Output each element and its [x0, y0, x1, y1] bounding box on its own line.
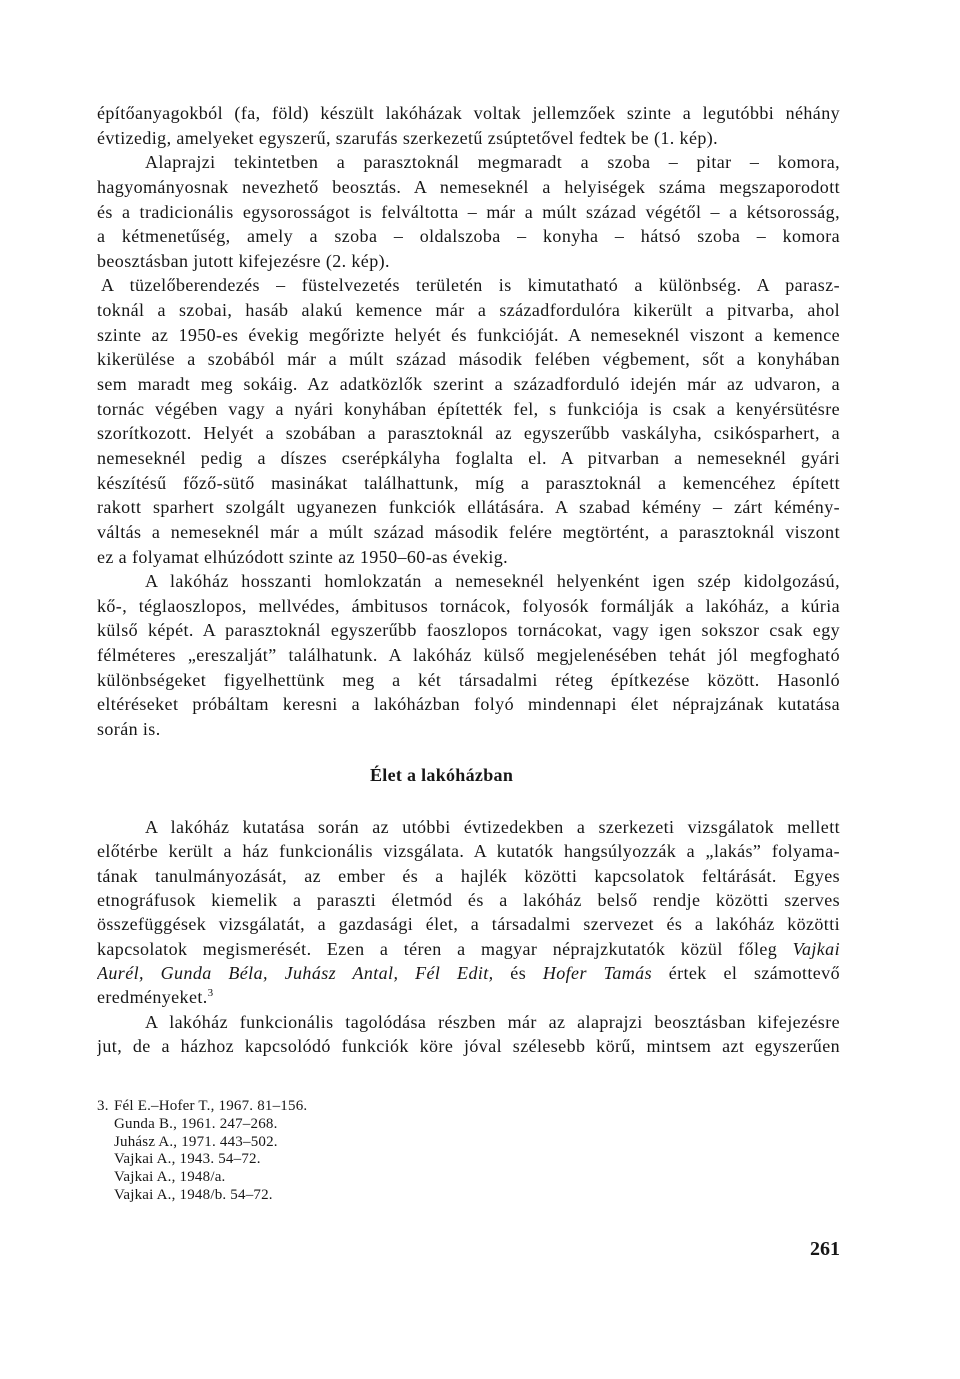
text-line: Alaprajzi tekintetben a parasztoknál megmaradt a szoba – pitar – komora,	[145, 152, 840, 173]
text-line: összefüggések vizsgálatát, a gazdasági élet, a társadalmi szervezet és a lakóház közötti	[97, 914, 840, 935]
text-segment: értek el számottevő	[651, 963, 840, 984]
page-number: 261	[810, 1238, 840, 1260]
text-line: szorítkozott. Helyét a szobában a parasztoknál az egyszerűbb vaskályha, csikósparhert, a	[97, 423, 840, 444]
author-name-italic: Hofer Tamás	[542, 963, 652, 984]
text-line: tornác végében vagy a nyári konyhában építették fel, s funkciója is csak a kenyérsütésre	[97, 398, 840, 419]
text-line: nemeseknél pedig a díszes cserépkályha foglalta el. A pitvarban a nemeseknél gyári	[97, 447, 840, 468]
footnote-entry: Gunda B., 1961. 247–268.	[114, 1115, 278, 1132]
author-name-italic: Vajkai	[792, 938, 840, 959]
text-line: hagyományosnak nevezhető beosztás. A nemeseknél a helyiségek száma megszaporodott	[97, 176, 840, 197]
text-line: etnográfusok kiemelik a paraszti életmód és a lakóház belső rendje közötti szerves	[97, 890, 840, 911]
text-line: beosztásban jutott kifejezésre (2. kép).	[97, 250, 390, 271]
text-line: ez a folyamat elhúzódott szinte az 1950–60-as évekig.	[97, 546, 509, 567]
text-line	[97, 961, 840, 985]
text-line: előtérbe került a ház funkcionális vizsgálata. A kutatók hangsúlyozzák a „lakás” folyama-	[97, 841, 840, 862]
footnote-list	[114, 1098, 307, 1205]
text-segment: kapcsolatok megismerését. Ezen a téren a magyar néprajzkutatók közül főleg	[97, 938, 793, 959]
text-line: szinte az 1950-es évekig megőrizte helyét és funkcióját. A nemeseknél viszont a kemence	[97, 324, 840, 345]
text-line: A lakóház hosszanti homlokzatán a nemeseknél helyenként igen szép kidolgozású,	[145, 571, 840, 592]
text-line: évtizedig, amelyeket egyszerű, szarufás szerkezetű zsúptetővel fedtek be (1. kép).	[97, 127, 719, 148]
text-line: rakott sparhert szolgált ugyanezen funkciók ellátására. A szabad kémény – zárt kémény-	[97, 497, 840, 518]
text-line: jut, de a házhoz kapcsolódó funkciók köre jóval szélesebb körű, mintsem azt egyszerűen	[97, 1036, 840, 1057]
text-line: váltás a nemeseknél már a múlt század második felére megtörtént, a parasztoknál viszont	[97, 521, 840, 542]
text-line: során is.	[97, 719, 161, 740]
text-segment: eredményeket.	[97, 987, 208, 1008]
text-line: A lakóház funkcionális tagolódása részben már az alaprajzi beosztásban kifejezésre	[145, 1011, 840, 1032]
text-line: kő-, téglaoszlopos, mellvédes, ámbitusos tornácok, folyosók formálják a lakóház, a kúria	[97, 595, 840, 616]
text-line: félméteres „ereszalját” találhatunk. A lakóház külső megjelenésében tehát jól megfogható	[97, 645, 840, 666]
text-line: toknál a szobai, hasáb alakú kemence már a századfordulóra kikerült a pitvarba, ahol	[97, 300, 840, 321]
section-text	[97, 815, 840, 1058]
footnote-entry: Juhász A., 1971. 443–502.	[114, 1133, 278, 1150]
footnote-number: 3.	[97, 1098, 109, 1114]
section-heading: Élet a lakóházban	[370, 765, 514, 785]
text-line: és a tradicionális egysorosságot is felváltotta – már a múlt század végétől – a kétsorosság,	[97, 201, 840, 222]
footnote-entry: Fél E.–Hofer T., 1967. 81–156.	[114, 1098, 308, 1114]
text-line: kikerülése a szobából már a múlt század második felében végbement, sőt a konyhában	[97, 349, 840, 370]
footnote-entry: Vajkai A., 1943. 54–72.	[114, 1151, 261, 1168]
text-line: a kétmenetűség, amely a szoba – oldalszoba – konyha – hátsó szoba – komora	[97, 226, 840, 247]
author-names-italic: Aurél, Gunda Béla, Juhász Antal, Fél Edit,	[97, 963, 494, 984]
text-line: sem maradt meg sokáig. Az adatközlők szerint a századforduló idején már az udvaron, a	[97, 374, 840, 395]
text-line: építőanyagokból (fa, föld) készült lakóházak voltak jellemzőek szinte a legutóbbi néhány	[97, 103, 840, 123]
text-segment: és	[493, 963, 543, 984]
footnote-entry: Vajkai A., 1948/b. 54–72.	[114, 1186, 273, 1203]
text-line: különbségeket figyelhettünk meg a két társadalmi réteg építkezése között. Hasonló	[97, 669, 840, 690]
main-text	[97, 101, 840, 742]
text-line	[97, 937, 840, 961]
text-line: készítésű főző-sütő masinákat találhattunk, míg a parasztoknál a kemencéhez épített	[97, 472, 840, 493]
text-line: A lakóház kutatása során az utóbbi évtizedekben a szerkezeti vizsgálatok mellett	[145, 817, 840, 837]
text-line: eltéréseket próbáltam keresni a lakóházban folyó mindennapi élet néprajzának kutatása	[97, 694, 840, 715]
footnote-entry: Vajkai A., 1948/a.	[114, 1169, 226, 1186]
text-line	[97, 985, 840, 1009]
footnote-reference: 3	[207, 987, 214, 1000]
text-line: A tüzelőberendezés – füstelvezetés területén is kimutatható a különbség. A parasz-	[101, 275, 840, 296]
text-line: külső képét. A parasztoknál egyszerűbb faoszlopos tornácokat, vagy igen sokszor csak egy	[97, 620, 840, 641]
text-line: tának tanulmányozását, az ember és a hajlék közötti kapcsolatok feltárását. Egyes	[97, 865, 840, 886]
